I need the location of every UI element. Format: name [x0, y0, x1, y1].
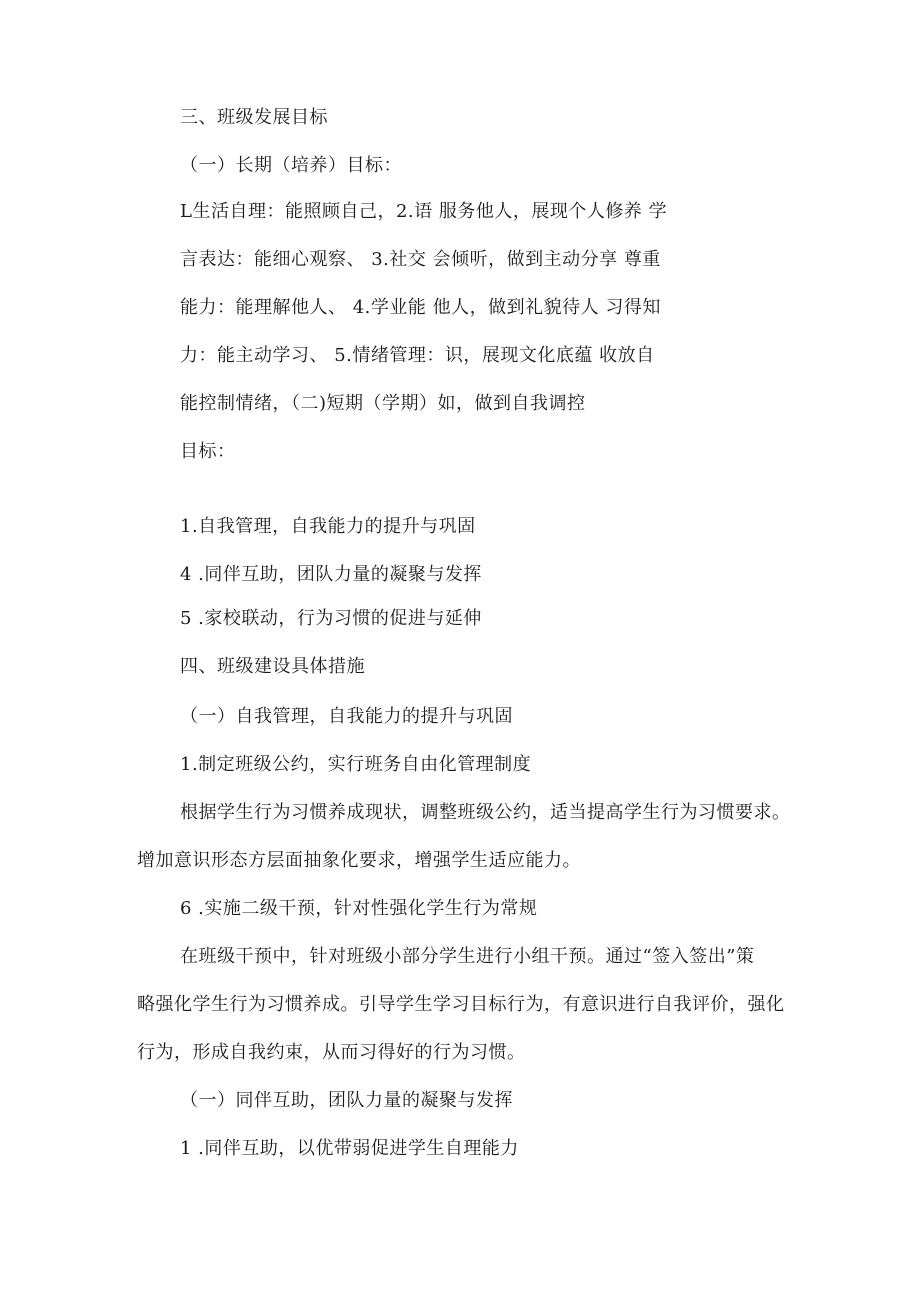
paragraph-line: 在班级干预中，针对班级小部分学生进行小组干预。通过“签入签出”策: [180, 946, 755, 967]
subsection-heading: （一）自我管理，自我能力的提升与巩固: [180, 706, 513, 727]
subsection-heading: （一）同伴互助，团队力量的凝聚与发挥: [180, 1090, 513, 1111]
text-line: 目标：: [180, 441, 236, 462]
list-item: 1.自我管理，自我能力的提升与巩固: [180, 516, 476, 537]
text-line: 言表达：能细心观察、 3.社交 会倾听，做到主动分享 尊重: [180, 249, 661, 270]
section-heading-3: 三、班级发展目标: [180, 107, 328, 128]
item-heading: 6 .实施二级干预，针对性强化学生行为常规: [180, 898, 538, 919]
text-line: 能力：能理解他人、 4.学业能 他人，做到礼貌待人 习得知: [180, 297, 661, 318]
paragraph-line: 根据学生行为习惯养成现状，调整班级公约，适当提高学生行为习惯要求。: [180, 802, 791, 823]
paragraph-line: 增加意识形态方层面抽象化要求，增强学生适应能力。: [137, 850, 581, 871]
text-line: L生活自理：能照顾自己，2.语 服务他人，展现个人修养 学: [180, 201, 668, 222]
paragraph-line: 行为，形成自我约束，从而习得好的行为习惯。: [137, 1042, 526, 1063]
list-item: 4 .同伴互助，团队力量的凝聚与发挥: [180, 564, 482, 585]
text-line: 能控制情绪，（二)短期（学期）如，做到自我调控: [180, 393, 586, 414]
subsection-heading-long-term: （一）长期（培养）目标：: [180, 155, 402, 176]
paragraph-line: 略强化学生行为习惯养成。引导学生学习目标行为，有意识进行自我评价，强化: [137, 994, 785, 1015]
text-line: 力：能主动学习、 5.情绪管理：识，展现文化底蕴 收放自: [180, 345, 655, 366]
list-item: 5 .家校联动，行为习惯的促进与延伸: [180, 608, 482, 629]
item-heading: 1 .同伴互助，以优带弱促进学生自理能力: [180, 1138, 519, 1159]
section-heading-4: 四、班级建设具体措施: [180, 656, 365, 677]
item-heading: 1.制定班级公约，实行班务自由化管理制度: [180, 754, 532, 775]
